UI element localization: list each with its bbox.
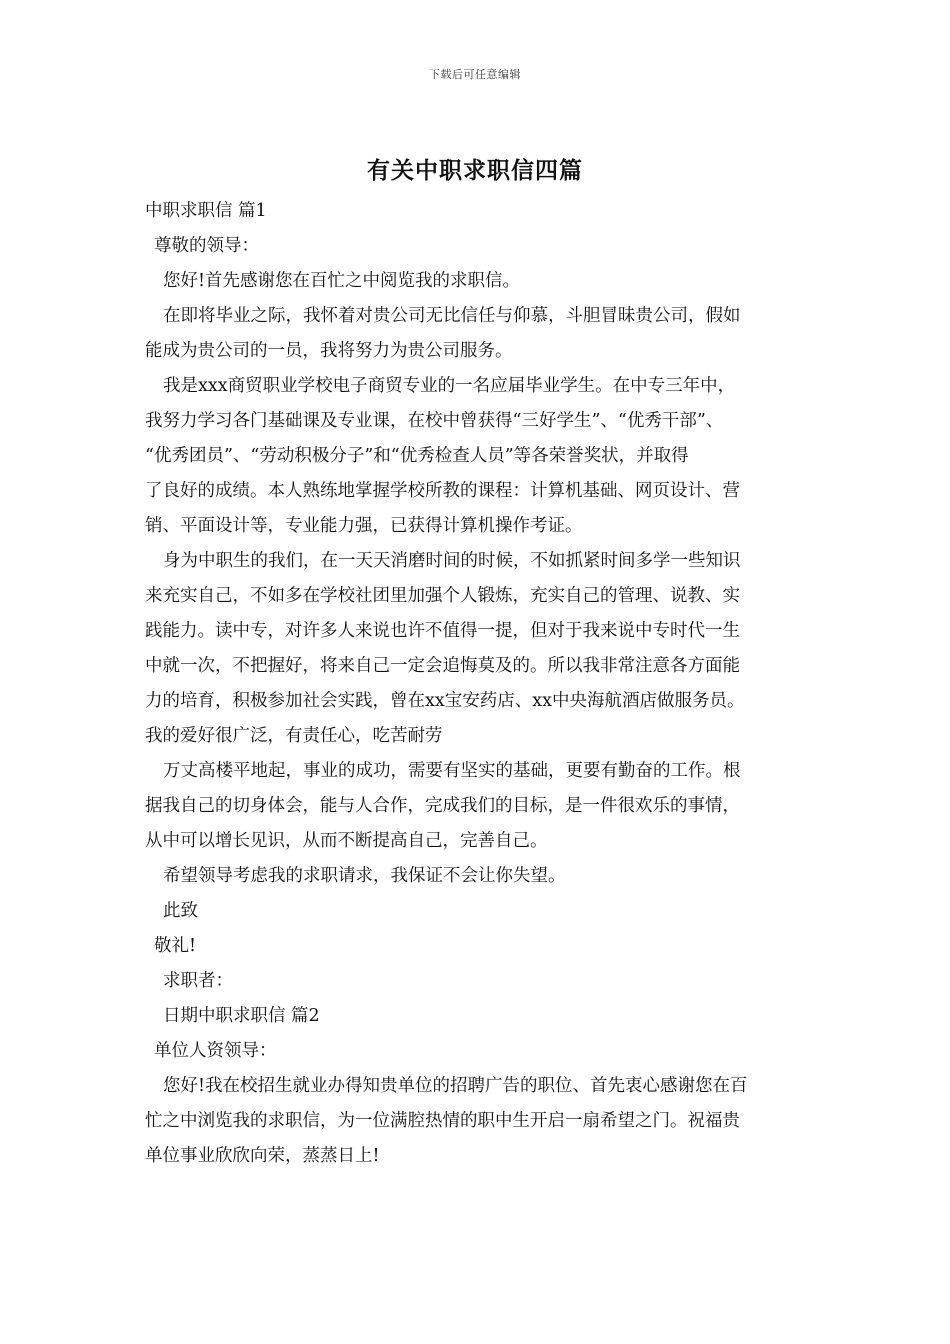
body-line: 我努力学习各门基础课及专业课，在校中曾获得“三好学生”、“优秀干部”、: [145, 411, 724, 431]
body-line: 践能力。读中专，对许多人来说也许不值得一提，但对于我来说中专时代一生: [145, 621, 740, 641]
body-line: 单位人资领导：: [154, 1041, 277, 1061]
body-line: 您好!首先感谢您在百忙之中阅览我的求职信。: [163, 271, 521, 291]
body-line: 从中可以增长见识，从而不断提高自己，完善自己。: [145, 831, 548, 851]
body-line: 在即将毕业之际，我怀着对贵公司无比信任与仰慕，斗胆冒昧贵公司，假如: [163, 306, 741, 326]
header-note: 下载后可任意编辑: [429, 68, 521, 81]
body-line: 敬礼!: [154, 936, 197, 956]
body-line: 万丈高楼平地起，事业的成功，需要有坚实的基础，更要有勤奋的工作。根: [163, 761, 741, 781]
body-line: “优秀团员”、“劳动积极分子”和“优秀检查人员”等各荣誉奖状，并取得: [145, 446, 689, 466]
body-line: 中职求职信 篇1: [145, 201, 267, 221]
body-line: 此致: [163, 901, 198, 921]
body-line: 我的爱好很广泛，有责任心，吃苦耐劳: [145, 726, 443, 746]
document-title: 有关中职求职信四篇: [367, 157, 583, 184]
body-line: 能成为贵公司的一员，我将努力为贵公司服务。: [145, 341, 513, 361]
body-line: 我是xxx商贸职业学校电子商贸专业的一名应届毕业学生。在中专三年中，: [163, 376, 736, 396]
body-line: 力的培育，积极参加社会实践，曾在xx宝安药店、xx中央海航酒店做服务员。: [145, 691, 745, 711]
body-line: 来充实自己，不如多在学校社团里加强个人锻炼，充实自己的管理、说教、实: [145, 586, 740, 606]
body-line: 忙之中浏览我的求职信，为一位满腔热情的职中生开启一扇希望之门。祝福贵: [145, 1111, 740, 1131]
body-line: 求职者：: [163, 971, 233, 991]
body-line: 您好!我在校招生就业办得知贵单位的招聘广告的职位、首先衷心感谢您在百: [163, 1076, 748, 1096]
body-line: 据我自己的切身体会，能与人合作，完成我们的目标，是一件很欢乐的事情，: [145, 796, 740, 816]
body-line: 身为中职生的我们，在一天天消磨时间的时候，不如抓紧时间多学一些知识: [163, 551, 741, 571]
document-body: [145, 194, 817, 1174]
body-line: 希望领导考虑我的求职请求，我保证不会让你失望。: [163, 866, 566, 886]
body-line: 销、平面设计等，专业能力强，已获得计算机操作考证。: [145, 516, 583, 536]
body-line: 中就一次，不把握好，将来自己一定会追悔莫及的。所以我非常注意各方面能: [145, 656, 740, 676]
body-line: 了良好的成绩。本人熟练地掌握学校所教的课程：计算机基础、网页设计、营: [145, 481, 740, 501]
body-line: 日期中职求职信 篇2: [163, 1006, 320, 1026]
body-line: 尊敬的领导：: [154, 236, 259, 256]
body-line: 单位事业欣欣向荣，蒸蒸日上!: [145, 1146, 380, 1166]
